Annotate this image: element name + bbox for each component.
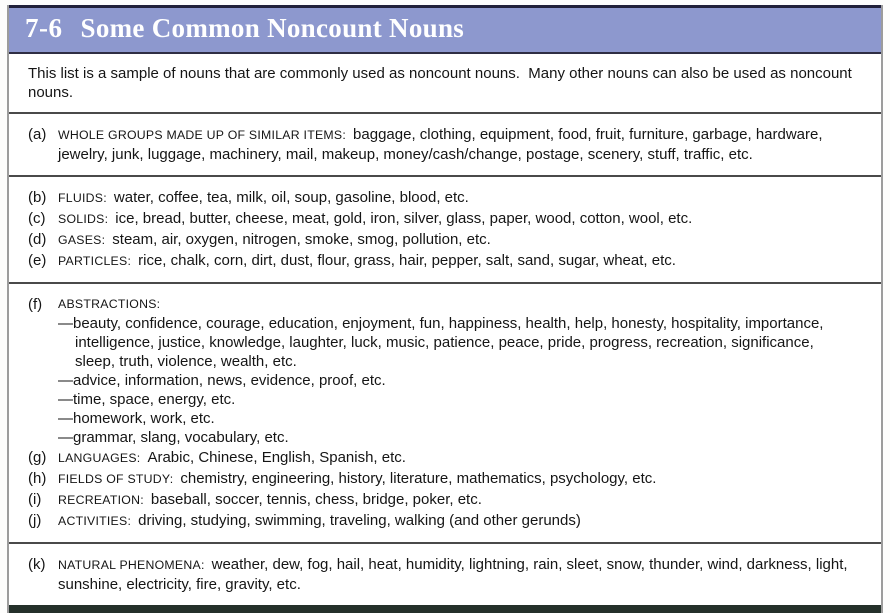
section-label: WHOLE GROUPS MADE UP OF SIMILAR ITEMS: <box>58 128 347 142</box>
section-words: baggage, clothing, equipment, food, fruit, furniture, garbage, hardware, jewelry, junk, luggage, machinery, mail, makeup, money/cash/change, postage, scenery, stuff, traffic, etc. <box>58 126 823 163</box>
section-row-f <box>28 295 865 447</box>
section-words: chemistry, engineering, history, literature, mathematics, psychology, etc. <box>180 470 657 487</box>
section-label: GASES: <box>58 233 106 247</box>
section-words: rice, chalk, corn, dirt, dust, flour, grass, hair, pepper, salt, sand, sugar, wheat, etc. <box>138 252 676 269</box>
section-row-g <box>28 448 865 468</box>
section-tag: (j) <box>28 512 42 529</box>
section-row-b <box>28 188 865 208</box>
group-natural-phenomena <box>9 542 881 605</box>
grammar-chart <box>7 5 883 613</box>
intro-text: This list is a sample of nouns that are commonly used as noncount nouns. Many other nouns can also be used as noncount nouns. <box>28 65 856 101</box>
group-whole-items <box>9 112 881 175</box>
bottom-rule <box>9 605 881 613</box>
section-row-a <box>28 125 865 164</box>
section-label: ABSTRACTIONS: <box>58 297 161 311</box>
section-label: PARTICLES: <box>58 254 132 268</box>
abstraction-subline: —time, space, energy, etc. <box>58 391 236 408</box>
section-words: water, coffee, tea, milk, oil, soup, gasoline, blood, etc. <box>113 189 469 206</box>
section-tag: (f) <box>28 296 43 313</box>
section-tag: (i) <box>28 491 42 508</box>
section-tag: (g) <box>28 449 47 466</box>
section-row-k <box>28 555 865 594</box>
section-row-c <box>28 209 865 229</box>
section-tag: (h) <box>28 470 47 487</box>
section-row-j <box>28 511 865 531</box>
section-row-i <box>28 490 865 510</box>
section-words: weather, dew, fog, hail, heat, humidity, lightning, rain, sleet, snow, thunder, wind, darkness, light, sunshine, electricity, fire, gravity, etc. <box>58 556 848 593</box>
section-label: RECREATION: <box>58 493 144 507</box>
section-tag: (b) <box>28 189 47 206</box>
section-words: ice, bread, butter, cheese, meat, gold, iron, silver, glass, paper, wood, cotton, wool, etc. <box>115 210 693 227</box>
section-words: steam, air, oxygen, nitrogen, smoke, smog, pollution, etc. <box>112 231 491 248</box>
abstraction-subline: —advice, information, news, evidence, proof, etc. <box>58 372 386 389</box>
section-row-e <box>28 251 865 271</box>
chart-number: 7-6 <box>25 13 63 43</box>
section-label: FLUIDS: <box>58 191 107 205</box>
intro-section <box>9 54 881 112</box>
section-label: ACTIVITIES: <box>58 514 132 528</box>
group-fluids-solids-gases-particles <box>9 175 881 282</box>
section-label: FIELDS OF STUDY: <box>58 472 174 486</box>
section-row-h <box>28 469 865 489</box>
section-words: baseball, soccer, tennis, chess, bridge, poker, etc. <box>150 491 482 508</box>
section-tag: (k) <box>28 556 46 573</box>
section-label: SOLIDS: <box>58 212 109 226</box>
section-tag: (a) <box>28 126 47 143</box>
chart-title: Some Common Noncount Nouns <box>80 13 465 43</box>
section-words: Arabic, Chinese, English, Spanish, etc. <box>147 449 406 466</box>
section-row-d <box>28 230 865 250</box>
abstraction-subline: —beauty, confidence, courage, education, enjoyment, fun, happiness, health, help, honesty, hospitality, importance, intelligence, justice, knowledge, laughter, luck, music, patience, peace, pride, progress, recreation, significance, sleep, truth, violence, wealth, etc. <box>58 315 824 370</box>
section-tag: (d) <box>28 231 47 248</box>
chart-body <box>9 54 881 605</box>
section-label: NATURAL PHENOMENA: <box>58 558 205 572</box>
section-label: LANGUAGES: <box>58 451 141 465</box>
chart-header <box>9 5 881 54</box>
section-tag: (e) <box>28 252 47 269</box>
abstraction-subline: —homework, work, etc. <box>58 410 215 427</box>
abstraction-subline: —grammar, slang, vocabulary, etc. <box>58 429 289 446</box>
section-tag: (c) <box>28 210 46 227</box>
section-words: driving, studying, swimming, traveling, walking (and other gerunds) <box>138 512 581 529</box>
group-abstractions-etc <box>9 282 881 542</box>
